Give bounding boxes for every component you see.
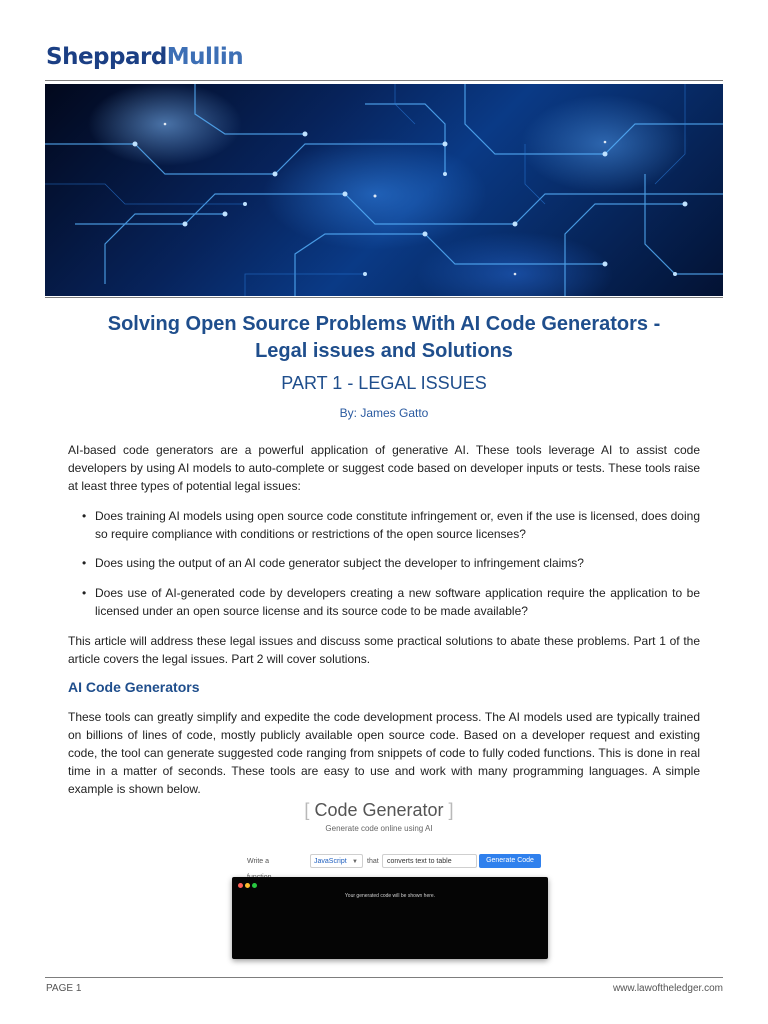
bullet-icon: • — [82, 509, 87, 523]
list-item — [82, 554, 700, 572]
logo-part-2: Mullin — [166, 44, 244, 70]
write-function-label: Write a — [247, 858, 270, 865]
list-item-text: Does using the output of an AI code generator subject the developer to infringement claims? — [95, 556, 584, 570]
bracket-close: ] — [448, 800, 454, 820]
code-generators-paragraph: These tools can greatly simplify and expedite the code development process. The AI models used are typically trained on billions of lines of code, mostly publicly available open source code. Based on a developer request and existing code, the tool can generate suggested code ranging from snippets of code to fully coded functions. This is done in real time in a matter of seconds. These tools are easy to use and work with many programming languages. A simple example is shown below. — [68, 710, 700, 796]
legal-issues-list-3 — [82, 584, 700, 620]
code-generator-title — [212, 800, 546, 821]
minimize-dot-icon — [245, 883, 250, 888]
author-byline: By: James Gatto — [339, 406, 429, 420]
caret-down-icon: ▼ — [352, 859, 358, 865]
code-output-window — [232, 877, 548, 959]
intro-paragraph: AI-based code generators are a powerful application of generative AI. These tools leverage AI to assist code developers by using AI models to auto-complete or suggest code based on developer inputs or tests. These tools raise at least three types of potential legal issues: — [68, 443, 700, 493]
section-heading: AI Code Generators — [68, 679, 200, 695]
logo-part-1: Sheppard — [46, 44, 167, 70]
code-generator-name: Code Generator — [314, 800, 444, 820]
footer-rule — [45, 977, 723, 978]
legal-issues-list — [82, 507, 700, 543]
list-item — [82, 584, 700, 620]
circuit-board-banner-image — [45, 84, 723, 296]
firm-logo — [46, 44, 243, 70]
legal-issues-list-2 — [82, 554, 700, 572]
list-item-text: Does training AI models using open source code constitute infringement or, even if the use is licensed, does doing so require compliance with conditions or restrictions of the open source licenses? — [95, 509, 700, 541]
code-generator-subtitle: Generate code online using AI — [325, 824, 433, 833]
part-heading: PART 1 - LEGAL ISSUES — [281, 373, 487, 393]
close-dot-icon — [238, 883, 243, 888]
banner-bottom-rule — [45, 297, 723, 298]
footer-url: www.lawoftheledger.com — [612, 983, 723, 994]
page-number: PAGE 1 — [46, 983, 82, 994]
bracket-open: [ — [304, 800, 310, 820]
circuit-traces — [45, 84, 723, 296]
code-generator-screenshot — [212, 797, 546, 975]
list-item — [82, 507, 700, 543]
list-item-text: Does use of AI-generated code by developers creating a new software application require the application to be licensed under an open source license and its source code to be made available? — [95, 586, 700, 618]
language-value: JavaScript — [314, 858, 347, 865]
scope-paragraph: This article will address these legal issues and discuss some practical solutions to abate these problems. Part 1 of the article covers the legal issues. Part 2 will cover solutions. — [68, 634, 700, 666]
title-line-2: Legal issues and Solutions — [255, 340, 513, 362]
generate-code-button[interactable]: Generate Code — [479, 854, 541, 868]
prompt-input[interactable]: converts text to table — [382, 854, 477, 868]
bullet-icon: • — [82, 556, 87, 570]
language-select[interactable] — [310, 854, 363, 868]
that-label: that — [367, 858, 379, 865]
maximize-dot-icon — [252, 883, 257, 888]
title-line-1: Solving Open Source Problems With AI Code Generators - — [107, 313, 661, 335]
bullet-icon: • — [82, 586, 87, 600]
header-rule — [45, 80, 723, 81]
article-title — [60, 311, 708, 365]
output-placeholder: Your generated code will be shown here. — [344, 893, 436, 899]
